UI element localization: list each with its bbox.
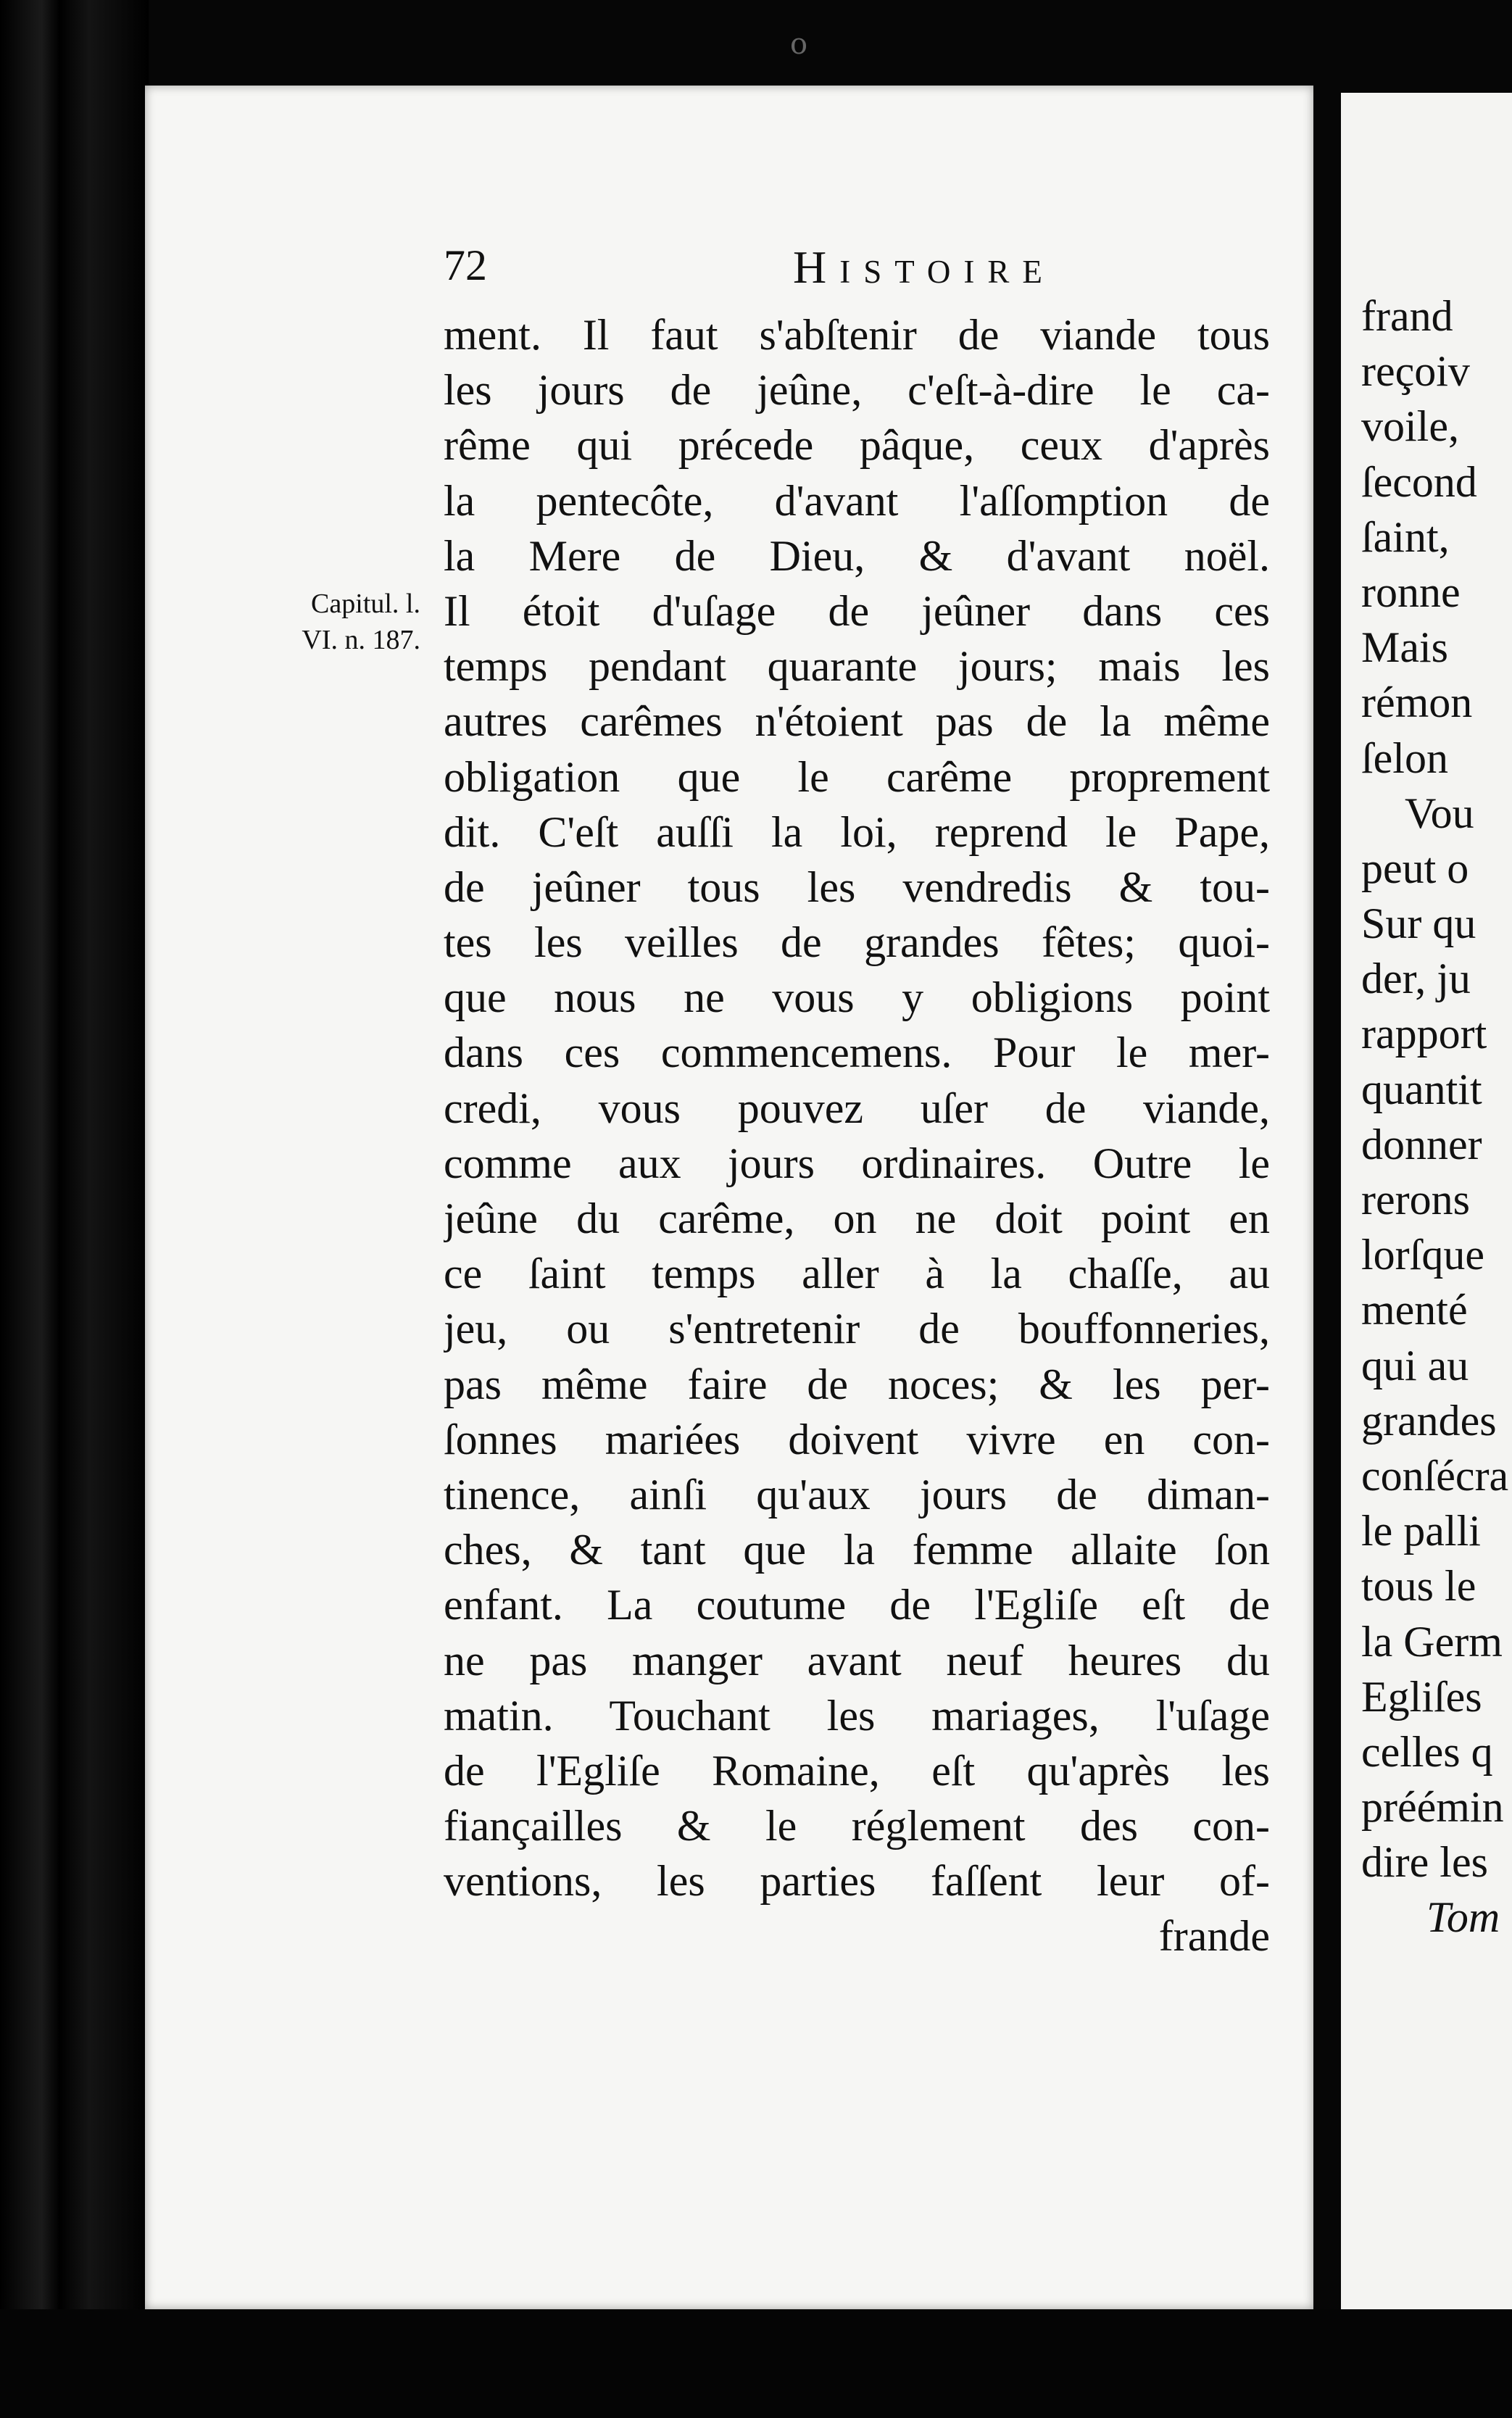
text-line: ches, & tant que la femme allaite ſon — [444, 1526, 1270, 1574]
text-line: credi, vous pouvez uſer de viande, — [444, 1084, 1270, 1132]
text-line: jeu, ou s'entretenir de bouffonneries, — [444, 1305, 1270, 1353]
text-line: dit. C'eſt auſſi la loi, reprend le Pape, — [444, 807, 1270, 856]
text-line: qui au — [1361, 1341, 1469, 1389]
text-line: voile, — [1361, 402, 1459, 451]
text-line: la Mere de Dieu, & d'avant noël. — [444, 531, 1270, 580]
text-line: fiançailles & le réglement des con- — [444, 1802, 1270, 1850]
text-line: Egliſes — [1361, 1672, 1482, 1721]
right-page-text — [1361, 288, 1512, 1945]
text-line: Il étoit d'uſage de jeûner dans ces — [444, 586, 1270, 635]
margin-note — [239, 586, 420, 658]
running-head: Histoire — [793, 241, 1055, 293]
text-line: dire les — [1361, 1838, 1488, 1887]
text-line: ſaint, — [1361, 512, 1450, 561]
catchword: frande — [1158, 1912, 1270, 1961]
body-text — [444, 307, 1270, 1964]
text-line: lorſque — [1361, 1231, 1484, 1279]
text-line: reçoiv — [1361, 347, 1470, 396]
text-line: la pentecôte, d'avant l'aſſomption de — [444, 476, 1270, 525]
text-line: ce ſaint temps aller à la chaſſe, au — [444, 1250, 1270, 1298]
right-page — [1341, 93, 1512, 2309]
text-line: le palli — [1361, 1507, 1481, 1555]
text-line: celles q — [1361, 1727, 1493, 1776]
text-line: ronne — [1361, 568, 1461, 616]
bottom-band — [0, 2309, 1512, 2418]
text-line: Sur qu — [1361, 900, 1476, 948]
text-line: tes les veilles de grandes fêtes; quoi- — [444, 918, 1270, 967]
text-line: donner — [1361, 1120, 1482, 1168]
text-line: frand — [1361, 292, 1453, 340]
text-line: rémon — [1361, 678, 1473, 727]
text-line: obligation que le carême proprement — [444, 752, 1270, 801]
text-line: enfant. La coutume de l'Egliſe eſt de — [444, 1581, 1270, 1629]
text-line: rême qui précede pâque, ceux d'après — [444, 421, 1270, 470]
text-line: autres carêmes n'étoient pas de la même — [444, 697, 1270, 746]
text-line: ſecond — [1361, 457, 1477, 506]
page-number: 72 — [444, 241, 487, 289]
text-line: comme aux jours ordinaires. Outre le — [444, 1139, 1270, 1187]
text-line: ventions, les parties faſſent leur of- — [444, 1857, 1270, 1906]
text-line: les jours de jeûne, c'eſt-à-dire le ca- — [444, 366, 1270, 415]
text-line: ſonnes mariées doivent vivre en con- — [444, 1415, 1270, 1463]
text-line: rerons — [1361, 1176, 1470, 1223]
text-line: dans ces commencemens. Pour le mer- — [444, 1029, 1270, 1077]
text-line: peut o — [1361, 844, 1469, 892]
text-line: rapport — [1361, 1010, 1487, 1058]
page-header — [293, 241, 1308, 306]
margin-note-line: VI. n. 187. — [302, 625, 420, 655]
text-line: la Germ — [1361, 1617, 1503, 1666]
text-line: conſécra — [1361, 1451, 1509, 1500]
text-line: de jeûner tous les vendredis & tou- — [444, 863, 1270, 911]
text-line: Mais — [1361, 623, 1448, 672]
text-line: tinence, ainſi qu'aux jours de diman- — [444, 1470, 1270, 1518]
text-line: ſelon — [1361, 734, 1448, 782]
text-line: de l'Egliſe Romaine, eſt qu'après les — [444, 1746, 1270, 1795]
signature-mark: Tom — [1426, 1893, 1500, 1942]
text-line: jeûne du carême, on ne doit point en — [444, 1195, 1270, 1242]
text-line: ne pas manger avant neuf heures du — [444, 1636, 1270, 1684]
book-spine — [0, 0, 149, 2418]
text-line: menté — [1361, 1286, 1468, 1334]
text-line: ment. Il faut s'abſtenir de viande tous — [444, 311, 1270, 359]
text-line: der, ju — [1361, 955, 1471, 1003]
text-line: quantit — [1361, 1065, 1482, 1113]
text-line: temps pendant quarante jours; mais les — [444, 642, 1270, 691]
text-line: que nous ne vous y obligions point — [444, 973, 1270, 1022]
text-line: grandes — [1361, 1396, 1497, 1445]
text-line: tous le — [1361, 1562, 1476, 1611]
text-line: pas même faire de noces; & les per- — [444, 1360, 1270, 1408]
margin-note-line: Capitul. l. — [311, 589, 420, 619]
top-mark: o — [790, 28, 808, 61]
text-line: préémin — [1361, 1783, 1504, 1832]
text-line: Vou — [1405, 789, 1474, 837]
text-line: matin. Touchant les mariages, l'uſage — [444, 1691, 1270, 1740]
